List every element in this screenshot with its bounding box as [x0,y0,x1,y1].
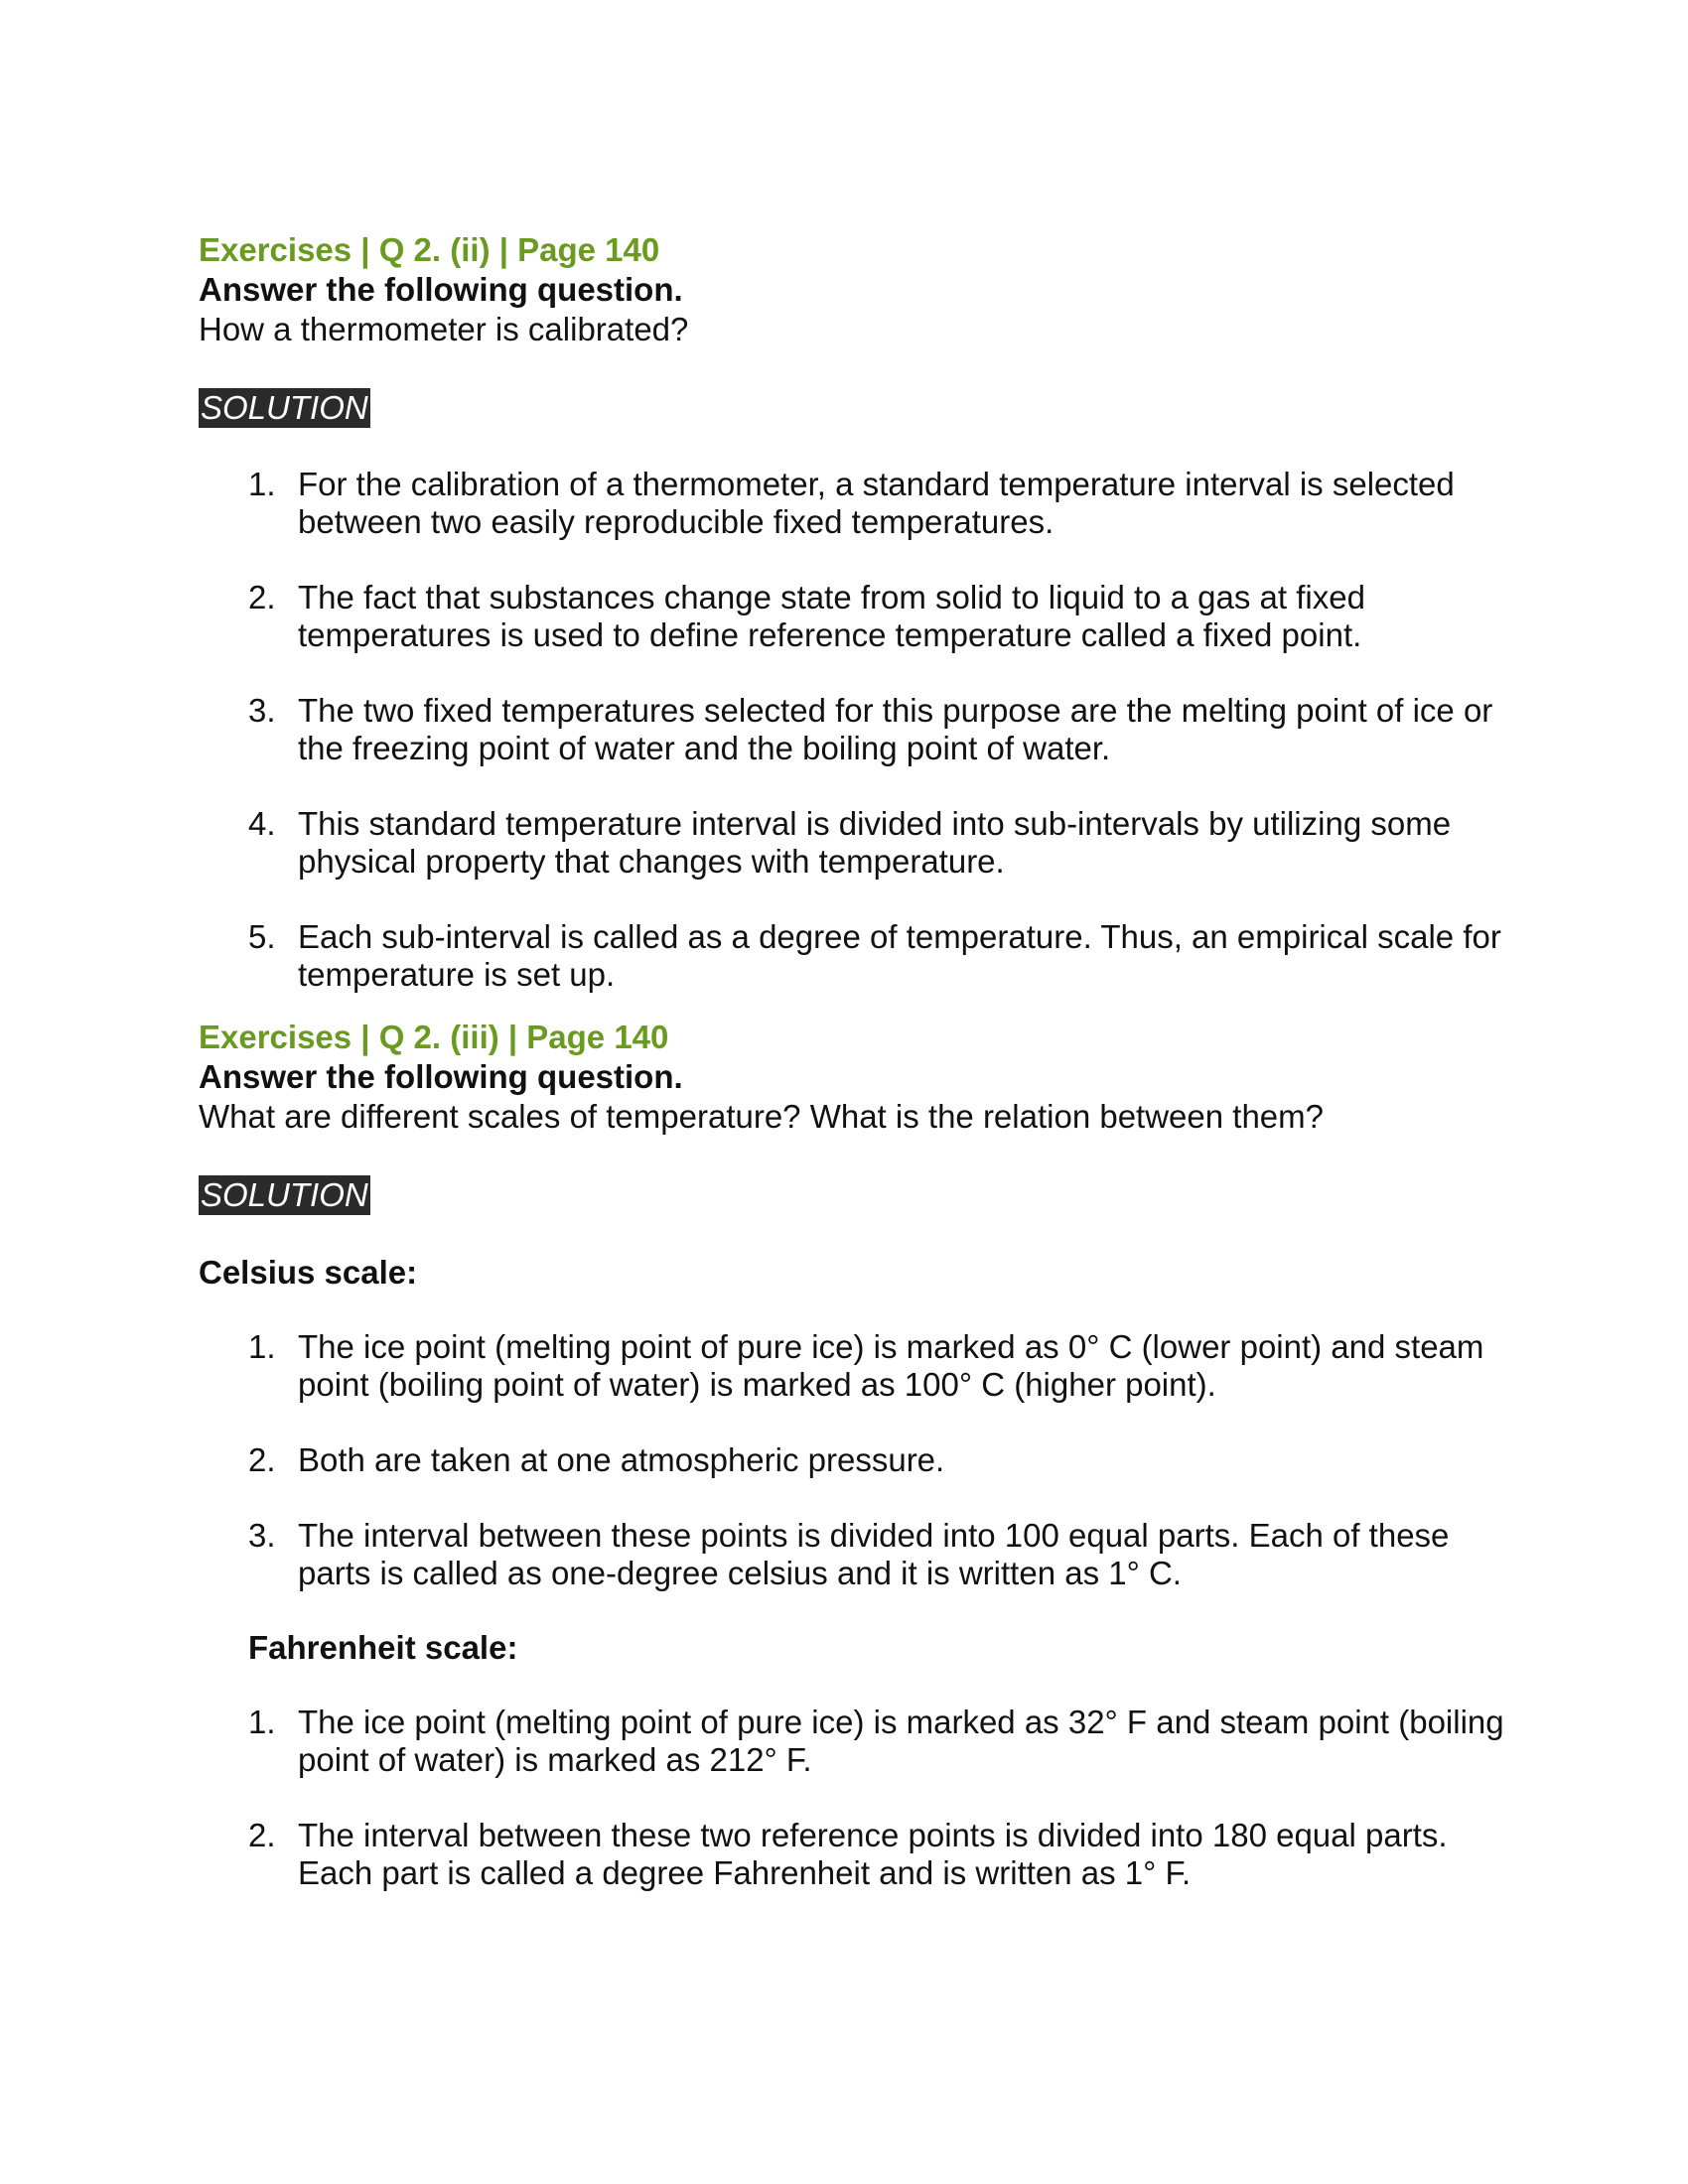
list-item: 2. The interval between these two reference points is divided into 180 equal parts. Each part is called a degree Fahrenheit and is written as 1° F. [248,1817,1448,1891]
question-heading: Exercises | Q 2. (ii) | Page 140 [199,231,660,268]
question-section-q2-iii [199,1018,1509,1892]
list-item: 1. The ice point (melting point of pure ice) is marked as 0° C (lower point) and steam point (boiling point of water) is marked as 100° C (higher point). [248,1328,1484,1403]
solution-label-wrap [199,388,1509,428]
celsius-scale-heading: Celsius scale: [199,1254,418,1291]
question-section-q2-ii [199,230,1509,994]
question-text: How a thermometer is calibrated? [199,311,689,347]
question-instruction: Answer the following question. [199,1058,683,1095]
list-item: 1. For the calibration of a thermometer, a standard temperature interval is selected between two easily reproducible fixed temperatures. [248,466,1455,540]
list-item: 3. The two fixed temperatures selected for this purpose are the melting point of ice or the freezing point of water and the boiling point of water. [248,692,1493,766]
list-item: 5. Each sub-interval is called as a degree of temperature. Thus, an empirical scale for temperature is set up. [248,918,1501,993]
question-instruction: Answer the following question. [199,271,683,308]
celsius-scale-list [199,1328,1509,1592]
list-item: 2. The fact that substances change state from solid to liquid to a gas at fixed temperatures is used to define reference temperature called a fixed point. [248,579,1365,653]
calibration-steps-list [199,466,1509,994]
list-item: 3. The interval between these points is divided into 100 equal parts. Each of these parts is called as one-degree celsius and it is written as 1° C. [248,1517,1450,1591]
solution-badge: SOLUTION [201,1176,368,1213]
fahrenheit-scale-list [199,1704,1509,1892]
document-page [199,230,1509,1892]
question-heading: Exercises | Q 2. (iii) | Page 140 [199,1019,669,1055]
question-text: What are different scales of temperature? What is the relation between them? [199,1098,1324,1135]
list-item: 4. This standard temperature interval is divided into sub-intervals by utilizing some physical property that changes with temperature. [248,805,1452,880]
solution-label-wrap [199,1175,1509,1215]
fahrenheit-scale-heading: Fahrenheit scale: [248,1629,518,1666]
list-item: 1. The ice point (melting point of pure ice) is marked as 32° F and steam point (boiling point of water) is marked as 212° F. [248,1704,1504,1778]
solution-badge: SOLUTION [201,389,368,426]
list-item: 2. Both are taken at one atmospheric pressure. [248,1441,945,1478]
